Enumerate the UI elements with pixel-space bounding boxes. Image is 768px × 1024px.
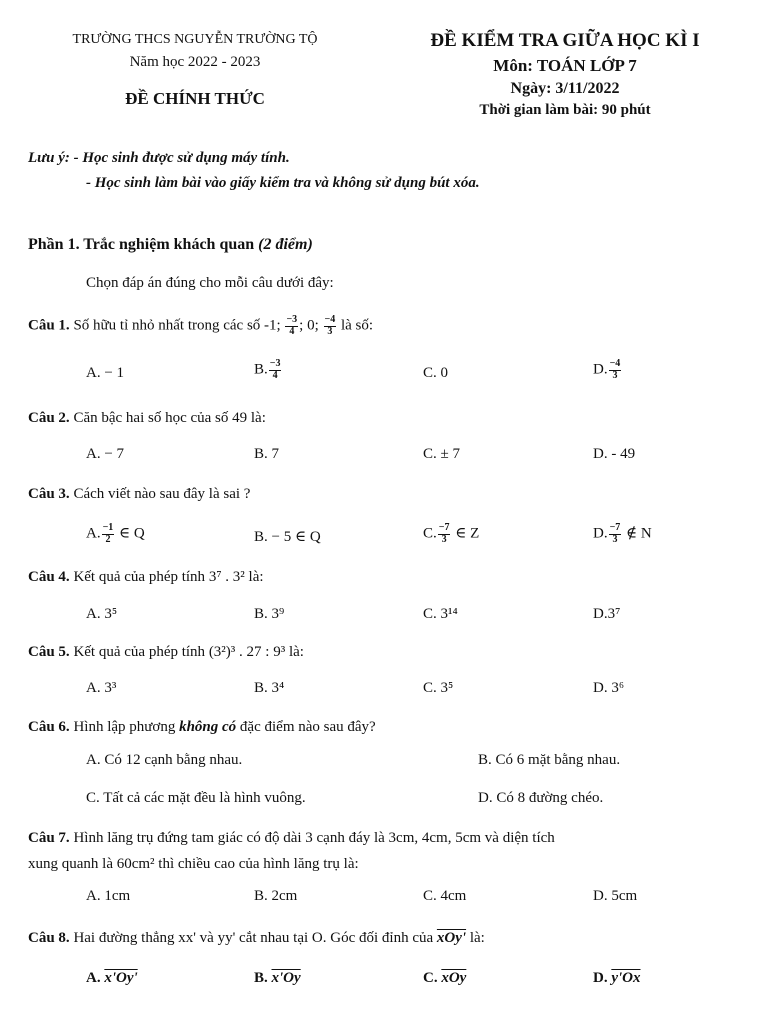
question-text: Kết quả của phép tính xyxy=(73,569,206,585)
question-7 xyxy=(28,825,748,877)
notes-block xyxy=(28,150,480,192)
option-b[interactable] xyxy=(254,527,321,546)
denominator: 4 xyxy=(272,369,278,381)
question-label: Câu 4. xyxy=(28,569,70,585)
option-b[interactable] xyxy=(254,680,284,697)
option-a[interactable] xyxy=(86,752,242,769)
question-line-2: xung quanh là 60cm² thì chiều cao của hình lăng trụ là: xyxy=(28,856,359,872)
school-name: TRƯỜNG THCS NGUYỄN TRƯỜNG TỘ xyxy=(72,32,318,47)
exam-title: ĐỀ KIỂM TRA GIỮA HỌC KÌ I xyxy=(430,30,700,51)
option-letter: B. xyxy=(254,606,268,622)
option-letter: A. xyxy=(86,606,101,622)
header-right xyxy=(380,30,750,119)
numerator: −4 xyxy=(609,358,621,369)
question-line-1 xyxy=(28,825,748,851)
option-text: Tất cả các mặt đều là hình vuông. xyxy=(103,790,306,806)
question-5 xyxy=(28,644,304,661)
option-c[interactable] xyxy=(423,365,448,382)
option-d[interactable] xyxy=(593,888,637,905)
option-text: − 5 ∈ Q xyxy=(271,529,321,545)
option-a[interactable] xyxy=(86,888,130,905)
option-letter: C. xyxy=(423,970,438,986)
subject-label: Môn: TOÁN LỚP 7 xyxy=(493,56,637,75)
note-line-2: - Học sinh làm bài vào giấy kiểm tra và không sử dụng bút xóa. xyxy=(86,175,480,191)
option-d[interactable] xyxy=(593,523,652,545)
option-b[interactable] xyxy=(254,970,301,987)
option-letter: D. xyxy=(478,790,493,806)
question-text-mid: ; 0; xyxy=(299,317,319,334)
option-c[interactable] xyxy=(423,970,466,987)
option-text: 3⁵ xyxy=(104,606,118,622)
angle-symbol: x'Oy' xyxy=(104,970,138,986)
header-left xyxy=(30,30,360,109)
option-letter: B. xyxy=(254,970,268,986)
option-text: 2cm xyxy=(271,888,298,904)
denominator: 2 xyxy=(105,533,111,545)
option-letter: B. xyxy=(254,529,268,545)
option-c[interactable] xyxy=(423,446,460,463)
denominator: 3 xyxy=(441,533,447,545)
question-expression: (3²)³ . 27 : 9³ là: xyxy=(208,644,304,660)
option-a[interactable] xyxy=(86,606,117,623)
option-letter: A. xyxy=(86,752,101,768)
angle-symbol: y'Ox xyxy=(611,970,641,986)
option-text: − 7 xyxy=(104,446,125,462)
fraction xyxy=(285,315,298,337)
numerator: −3 xyxy=(286,314,298,325)
angle-symbol: $\overline{xOy}$ xyxy=(441,970,467,986)
question-text: Hai đường thẳng xx' và yy' cắt nhau tại O. Góc đối đỉnh của xyxy=(73,930,434,946)
option-text: 5cm xyxy=(611,888,638,904)
option-letter: D. xyxy=(593,888,608,904)
numerator: −7 xyxy=(609,522,621,533)
fraction xyxy=(269,359,282,381)
option-text: 1cm xyxy=(104,888,131,904)
option-d[interactable] xyxy=(593,606,620,623)
question-label: Câu 7. xyxy=(28,830,70,846)
option-b[interactable] xyxy=(254,446,279,463)
question-tail: là: xyxy=(469,930,485,946)
numerator: −3 xyxy=(269,358,281,369)
option-c[interactable] xyxy=(86,790,306,807)
option-letter: D. xyxy=(593,525,608,542)
option-text: − 1 xyxy=(104,365,125,381)
option-letter: D. xyxy=(593,970,608,986)
option-d[interactable] xyxy=(478,790,603,807)
question-4 xyxy=(28,569,264,586)
option-text: 4cm xyxy=(440,888,467,904)
question-expression: 3⁷ . 3² là: xyxy=(208,569,264,585)
exam-header xyxy=(0,30,768,140)
option-text: 3³ xyxy=(104,680,117,696)
option-c[interactable] xyxy=(423,606,458,623)
denominator: 3 xyxy=(327,325,333,337)
option-letter: C. xyxy=(423,446,437,462)
option-letter: D. xyxy=(593,606,608,622)
question-label: Câu 8. xyxy=(28,930,70,946)
option-d[interactable] xyxy=(593,970,641,987)
option-text: Có 12 cạnh bằng nhau. xyxy=(104,752,243,768)
option-text: 3¹⁴ xyxy=(440,606,458,622)
option-letter: A. xyxy=(86,888,101,904)
option-letter: B. xyxy=(478,752,492,768)
option-d[interactable] xyxy=(593,446,635,463)
fraction xyxy=(609,523,622,545)
question-label: Câu 1. xyxy=(28,317,70,334)
option-letter: A. xyxy=(86,525,101,542)
option-letter: D. xyxy=(593,361,608,378)
option-a[interactable] xyxy=(86,365,124,382)
fraction xyxy=(438,523,451,545)
option-c[interactable] xyxy=(423,888,466,905)
option-letter: A. xyxy=(86,970,101,986)
question-emphasis: không có xyxy=(179,719,237,735)
option-letter: C. xyxy=(423,525,437,542)
option-letter: B. xyxy=(254,361,268,378)
option-letter: B. xyxy=(254,680,268,696)
question-2 xyxy=(28,410,266,427)
option-letter: C. xyxy=(423,606,437,622)
question-text: Số hữu tỉ nhỏ nhất trong các số -1; xyxy=(73,317,281,334)
option-text: - 49 xyxy=(611,446,636,462)
question-8 xyxy=(28,930,485,947)
question-text: Hình lăng trụ đứng tam giác có độ dài 3 cạnh đáy là 3cm, 4cm, 5cm và diện tích xyxy=(73,830,555,846)
question-6 xyxy=(28,719,376,736)
option-text: 3⁹ xyxy=(271,606,285,622)
exam-date: Ngày: 3/11/2022 xyxy=(510,80,620,97)
option-d[interactable] xyxy=(593,680,624,697)
option-a[interactable] xyxy=(86,680,116,697)
question-text: Cách viết nào sau đây là sai ? xyxy=(73,486,251,502)
denominator: 3 xyxy=(612,533,618,545)
option-letter: A. xyxy=(86,680,101,696)
question-text: Kết quả của phép tính xyxy=(73,644,206,660)
option-text: 0 xyxy=(440,365,449,381)
school-year: Năm học 2022 - 2023 xyxy=(129,54,261,70)
official-label: ĐỀ CHÍNH THỨC xyxy=(125,89,265,108)
exam-duration: Thời gian làm bài: 90 phút xyxy=(479,102,651,118)
numerator: −1 xyxy=(102,522,114,533)
option-a[interactable] xyxy=(86,970,138,987)
option-suffix: ∉ N xyxy=(626,525,652,542)
question-label: Câu 5. xyxy=(28,644,70,660)
question-1 xyxy=(28,315,373,337)
option-text: 3⁷ xyxy=(607,606,621,622)
option-letter: B. xyxy=(254,888,268,904)
section-title: Phần 1. Trắc nghiệm khách quan xyxy=(28,236,255,253)
option-letter: A. xyxy=(86,446,101,462)
option-b[interactable] xyxy=(254,888,297,905)
numerator: −4 xyxy=(324,314,336,325)
option-b[interactable] xyxy=(478,752,620,769)
option-suffix: ∈ Z xyxy=(455,525,480,542)
option-letter: B. xyxy=(254,446,268,462)
option-letter: C. xyxy=(423,365,437,381)
option-a[interactable] xyxy=(86,523,145,545)
section-points: (2 điểm) xyxy=(258,236,313,253)
angle-symbol: x'Oy xyxy=(271,970,301,986)
option-letter: C. xyxy=(423,680,437,696)
option-text: Có 8 đường chéo. xyxy=(496,790,604,806)
question-text: Căn bậc hai số học của số 49 là: xyxy=(73,410,266,426)
option-text: 3⁵ xyxy=(440,680,454,696)
option-suffix: ∈ Q xyxy=(119,525,145,542)
numerator: −7 xyxy=(438,522,450,533)
denominator: 4 xyxy=(289,325,295,337)
option-letter: A. xyxy=(86,365,101,381)
option-text: 3⁴ xyxy=(271,680,285,696)
option-a[interactable] xyxy=(86,446,124,463)
question-label: Câu 3. xyxy=(28,486,70,502)
option-letter: C. xyxy=(423,888,437,904)
fraction xyxy=(609,359,622,381)
section-instruction: Chọn đáp án đúng cho mỗi câu dưới đây: xyxy=(86,275,334,291)
option-text: 7 xyxy=(271,446,280,462)
fraction xyxy=(324,315,337,337)
angle-symbol: xOy' xyxy=(436,930,467,946)
question-text: Hình lập phương xyxy=(73,719,176,735)
option-d[interactable] xyxy=(593,359,622,381)
option-c[interactable] xyxy=(423,523,479,545)
fraction xyxy=(102,523,115,545)
option-text: ± 7 xyxy=(440,446,460,462)
option-letter: D. xyxy=(593,680,608,696)
question-text-tail: đặc điểm nào sau đây? xyxy=(239,719,376,735)
note-line-1: Lưu ý: - Học sinh được sử dụng máy tính. xyxy=(28,150,290,166)
question-label: Câu 6. xyxy=(28,719,70,735)
question-3 xyxy=(28,486,250,503)
option-c[interactable] xyxy=(423,680,453,697)
option-b[interactable] xyxy=(254,606,284,623)
option-text: Có 6 mặt bằng nhau. xyxy=(495,752,621,768)
option-letter: C. xyxy=(86,790,100,806)
question-label: Câu 2. xyxy=(28,410,70,426)
question-tail: là số: xyxy=(340,317,374,334)
option-b[interactable] xyxy=(254,359,282,381)
denominator: 3 xyxy=(612,369,618,381)
option-text: 3⁶ xyxy=(611,680,625,696)
option-letter: D. xyxy=(593,446,608,462)
section-heading xyxy=(28,236,313,254)
